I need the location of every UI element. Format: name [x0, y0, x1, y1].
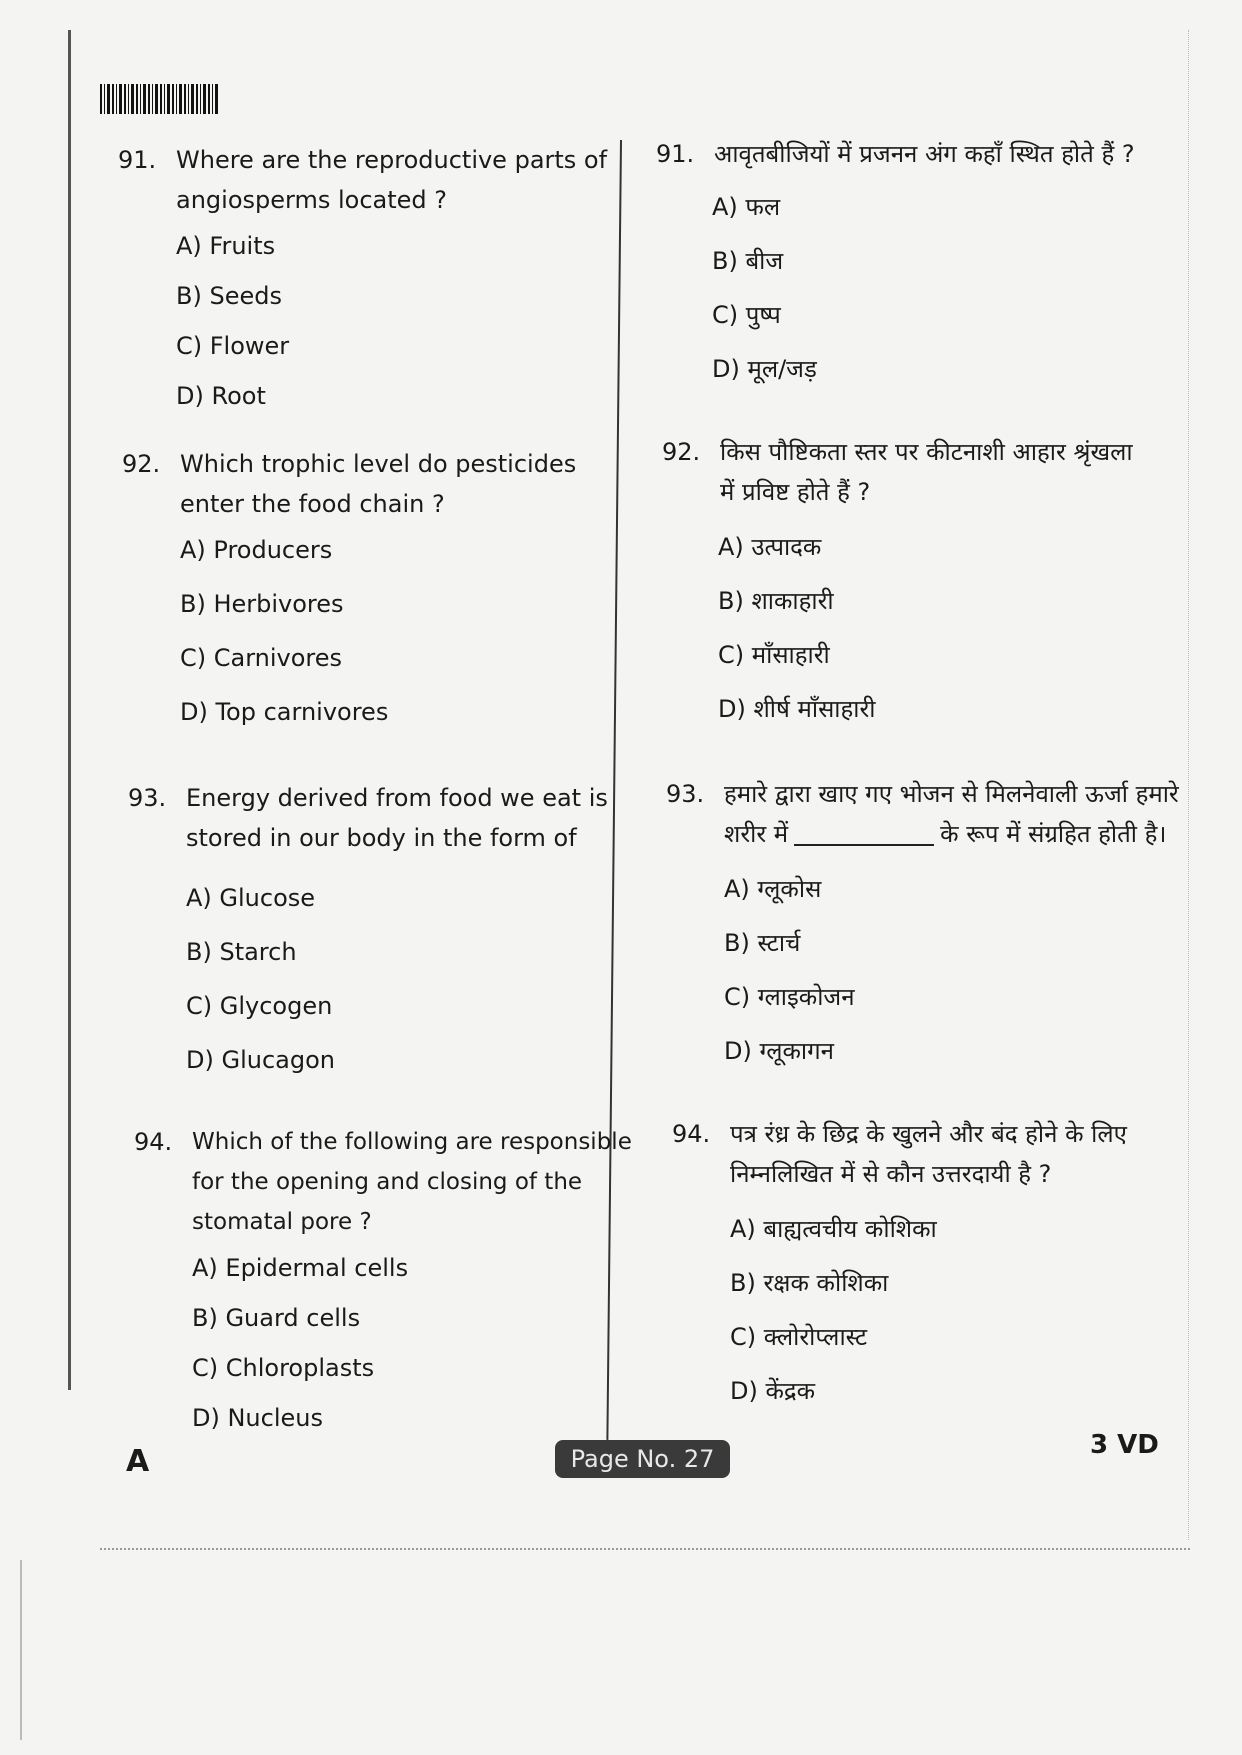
scan-left-edge	[68, 30, 71, 1390]
option-b: B) शाकाहारी	[718, 587, 834, 615]
line-start: शरीर में	[724, 820, 789, 848]
question-number: 91.	[118, 146, 157, 174]
option-b: B) Herbivores	[180, 590, 344, 618]
question-text	[176, 140, 607, 220]
option-b: B) Starch	[186, 938, 297, 966]
scan-left-edge-lower	[20, 1560, 22, 1740]
scan-bottom-line	[100, 1548, 1190, 1551]
question-text	[730, 1114, 1127, 1194]
option-c: C) Chloroplasts	[192, 1354, 375, 1382]
question-line: हमारे द्वारा खाए गए भोजन से मिलनेवाली ऊर्जा हमारे	[724, 780, 1179, 808]
question-line: Which trophic level do pesticides	[180, 450, 577, 478]
question-line: आवृतबीजियों में प्रजनन अंग कहाँ स्थित होते हैं ?	[714, 140, 1135, 168]
option-c: C) Glycogen	[186, 992, 333, 1020]
option-a: A) Epidermal cells	[192, 1254, 409, 1282]
question-line: में प्रविष्ट होते हैं ?	[720, 478, 871, 506]
question-text	[724, 774, 1179, 854]
question-line: किस पौष्टिकता स्तर पर कीटनाशी आहार श्रृंखला	[720, 438, 1133, 466]
barcode-icon	[100, 84, 220, 114]
option-c: C) Carnivores	[180, 644, 343, 672]
scan-right-edge	[1188, 30, 1190, 1540]
question-line: Where are the reproductive parts of	[176, 146, 608, 174]
column-divider	[606, 140, 622, 1440]
option-c: C) माँसाहारी	[718, 641, 830, 669]
question-line: निम्नलिखित में से कौन उत्तरदायी है ?	[730, 1160, 1052, 1188]
question-line: enter the food chain ?	[180, 490, 445, 518]
question-line: for the opening and closing of the	[192, 1169, 583, 1195]
question-line: stored in our body in the form of	[186, 824, 577, 852]
option-c: C) ग्लाइकोजन	[724, 983, 855, 1011]
option-a: A) ग्लूकोस	[724, 875, 822, 903]
option-b: B) रक्षक कोशिका	[730, 1269, 889, 1297]
question-text	[714, 134, 1135, 174]
option-a: A) फल	[712, 193, 781, 221]
question-number: 92.	[122, 450, 161, 478]
option-a: A) Fruits	[176, 232, 276, 260]
question-line: angiosperms located ?	[176, 186, 447, 214]
option-d: D) Root	[176, 382, 266, 410]
option-b: B) बीज	[712, 247, 784, 275]
question-number: 91.	[656, 140, 695, 168]
question-line	[724, 814, 1179, 854]
question-set-label: A	[126, 1444, 150, 1479]
paper-code: 3 VD	[1090, 1430, 1159, 1460]
option-b: B) Seeds	[176, 282, 282, 310]
option-c: C) Flower	[176, 332, 290, 360]
question-line: Energy derived from food we eat is	[186, 784, 608, 812]
option-b: B) स्टार्च	[724, 929, 801, 957]
option-d: D) Top carnivores	[180, 698, 389, 726]
question-line: पत्र रंध्र के छिद्र के खुलने और बंद होने के लिए	[730, 1120, 1127, 1148]
fill-in-blank	[794, 844, 934, 846]
question-number: 94.	[672, 1120, 711, 1148]
option-d: D) Nucleus	[192, 1404, 323, 1432]
option-a: A) बाह्यत्वचीय कोशिका	[730, 1215, 937, 1243]
question-text	[186, 778, 608, 858]
question-number: 92.	[662, 438, 701, 466]
question-line: Which of the following are responsible	[192, 1129, 632, 1155]
option-d: D) केंद्रक	[730, 1377, 816, 1405]
option-a: A) उत्पादक	[718, 533, 822, 561]
option-d: D) Glucagon	[186, 1046, 335, 1074]
question-text	[720, 432, 1133, 512]
option-c: C) पुष्प	[712, 301, 781, 329]
question-number: 93.	[128, 784, 167, 812]
page-number-badge: Page No. 27	[555, 1440, 730, 1478]
option-d: D) शीर्ष माँसाहारी	[718, 695, 876, 723]
option-d: D) मूल/जड़	[712, 355, 817, 383]
option-a: A) Glucose	[186, 884, 316, 912]
question-line: stomatal pore ?	[192, 1209, 372, 1235]
question-number: 94.	[134, 1128, 173, 1156]
option-d: D) ग्लूकागन	[724, 1037, 834, 1065]
question-text	[180, 444, 576, 524]
option-a: A) Producers	[180, 536, 333, 564]
line-end: के रूप में संग्रहित होती है।	[940, 820, 1167, 848]
question-text	[192, 1122, 632, 1242]
option-c: C) क्लोरोप्लास्ट	[730, 1323, 868, 1351]
option-b: B) Guard cells	[192, 1304, 361, 1332]
question-number: 93.	[666, 780, 705, 808]
